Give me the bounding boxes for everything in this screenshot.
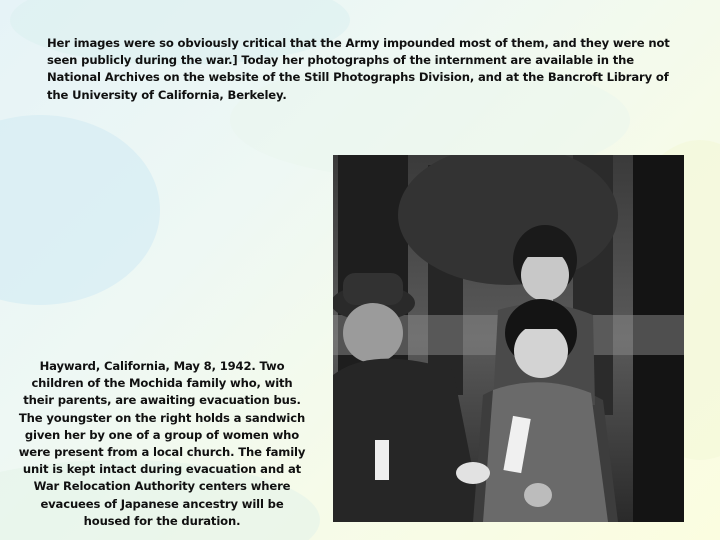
mochida-children-photo xyxy=(333,155,684,522)
younger-child-bangs xyxy=(513,315,569,329)
photo-illustration xyxy=(333,155,684,522)
background-blob-left xyxy=(0,115,160,305)
intro-paragraph: Her images were so obviously critical that the Army impounded most of them, and they were not seen publicly during the war.] Today her photographs of the internment are available in the National Archives on the website of the Still Photographs Division, and at the Bancroft Library of the University of California, Berkeley. xyxy=(47,36,670,102)
woman-tag xyxy=(375,440,389,480)
older-child-bangs xyxy=(521,245,569,257)
photo-caption: Hayward, California, May 8, 1942. Two children of the Mochida family who, with their parents, are awaiting evacuation bus. The youngster on the right holds a sandwich given her by one of a group of women who were present from a local church. The family unit is kept intact during evacuation and at War Relocation Authority centers where evacuees of Japanese ancestry will be housed for the duration. xyxy=(18,359,306,528)
woman-hat-crown xyxy=(343,273,403,305)
woman-face xyxy=(343,303,403,363)
sandwich xyxy=(456,462,490,484)
younger-child-hand xyxy=(524,483,552,507)
younger-child-face xyxy=(514,324,568,378)
